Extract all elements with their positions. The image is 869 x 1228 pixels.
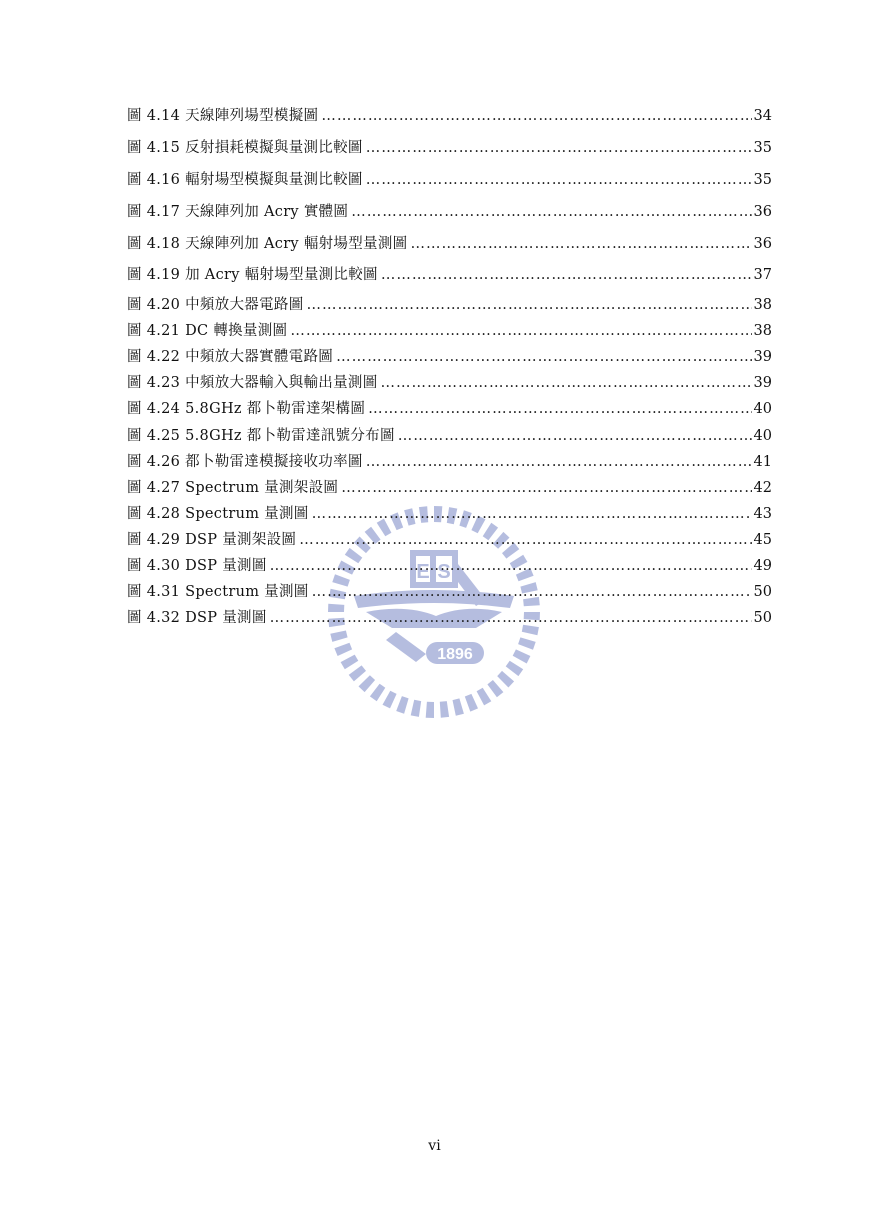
toc-entry-label: 圖 4.29 DSP 量測架設圖: [127, 532, 297, 548]
toc-entry-label: 圖 4.24 5.8GHz 都卜勒雷達架構圖: [127, 401, 366, 417]
toc-entry[interactable]: [127, 170, 772, 190]
toc-entry[interactable]: [127, 608, 772, 628]
dot-leader: [307, 295, 752, 315]
seal-tooth: [383, 691, 397, 709]
seal-tooth: [518, 637, 536, 649]
toc-entry-label: 圖 4.16 輻射場型模擬與量測比較圖: [127, 172, 363, 188]
dot-leader: [312, 504, 752, 524]
dot-leader: [336, 347, 751, 367]
toc-entry-label: 圖 4.30 DSP 量測圖: [127, 558, 267, 574]
seal-tooth: [396, 696, 408, 714]
dot-leader: [366, 452, 752, 472]
toc-entry-label: 圖 4.22 中頻放大器實體電路圖: [127, 349, 334, 365]
seal-tooth: [440, 701, 449, 718]
toc-entry-page: 40: [753, 401, 772, 417]
seal-tooth: [359, 675, 376, 692]
toc-entry-page: 50: [753, 584, 772, 600]
toc-entry-label: 圖 4.15 反射損耗模擬與量測比較圖: [127, 140, 363, 156]
seal-tooth: [497, 671, 514, 688]
dot-leader: [312, 582, 752, 602]
toc-entry-page: 45: [753, 532, 772, 548]
seal-tooth: [411, 700, 422, 717]
toc-entry-page: 35: [753, 140, 772, 156]
toc-entry-page: 36: [753, 236, 772, 252]
toc-entry-page: 35: [753, 172, 772, 188]
toc-entry-page: 41: [753, 454, 772, 470]
dot-leader: [410, 234, 751, 254]
seal-tooth: [487, 680, 503, 697]
toc-entry[interactable]: [127, 234, 772, 254]
toc-entry-page: 50: [753, 610, 772, 626]
toc-entry[interactable]: [127, 321, 772, 341]
toc-entry-label: 圖 4.31 Spectrum 量測圖: [127, 584, 309, 600]
toc-entry-page: 42: [753, 480, 772, 496]
dot-leader: [270, 608, 752, 628]
toc-entry-label: 圖 4.18 天線陣列加 Acry 輻射場型量測圖: [127, 236, 408, 252]
toc-entry[interactable]: [127, 373, 772, 393]
page-number: vi: [428, 1138, 441, 1154]
dot-leader: [398, 426, 752, 446]
toc-entry-page: 39: [753, 349, 772, 365]
seal-tooth: [330, 631, 347, 642]
toc-entry[interactable]: [127, 265, 772, 285]
seal-year: 1896: [437, 646, 473, 663]
seal-tooth: [465, 694, 478, 712]
toc-entry[interactable]: [127, 556, 772, 576]
toc-entry[interactable]: [127, 202, 772, 222]
seal-tooth: [349, 665, 366, 681]
toc-entry-label: 圖 4.14 天線陣列場型模擬圖: [127, 108, 319, 124]
toc-entry-page: 36: [753, 204, 772, 220]
toc-entry[interactable]: [127, 295, 772, 315]
toc-entry[interactable]: [127, 106, 772, 126]
dot-leader: [366, 138, 752, 158]
toc-entry-label: 圖 4.21 DC 轉換量測圖: [127, 323, 288, 339]
toc-entry-label: 圖 4.26 都卜勒雷達模擬接收功率圖: [127, 454, 363, 470]
dot-leader: [299, 530, 751, 550]
svg-text:S: S: [437, 561, 451, 583]
dot-leader: [321, 106, 751, 126]
toc-entry-label: 圖 4.19 加 Acry 輻射場型量測比較圖: [127, 267, 378, 283]
seal-tooth: [477, 688, 492, 706]
toc-entry[interactable]: [127, 478, 772, 498]
toc-entry-page: 43: [753, 506, 772, 522]
toc-entry-page: 38: [753, 297, 772, 313]
seal-tooth: [426, 702, 434, 718]
seal-tooth: [370, 684, 385, 702]
toc-entry[interactable]: [127, 530, 772, 550]
toc-entry-page: 38: [753, 323, 772, 339]
dot-leader: [351, 202, 751, 222]
seal-tooth: [334, 643, 352, 656]
toc-entry[interactable]: [127, 582, 772, 602]
toc-entry-page: 37: [753, 267, 772, 283]
dot-leader: [368, 399, 751, 419]
toc-entry-label: 圖 4.32 DSP 量測圖: [127, 610, 267, 626]
toc-entry[interactable]: [127, 399, 772, 419]
toc-entry-label: 圖 4.27 Spectrum 量測架設圖: [127, 480, 339, 496]
seal-tooth: [513, 649, 531, 663]
seal-tooth: [453, 698, 464, 715]
toc-entry-label: 圖 4.28 Spectrum 量測圖: [127, 506, 309, 522]
toc-entry[interactable]: [127, 426, 772, 446]
dot-leader: [366, 170, 752, 190]
toc-entry-page: 49: [753, 558, 772, 574]
seal-tooth: [341, 655, 359, 670]
dot-leader: [270, 556, 752, 576]
dot-leader: [381, 265, 752, 285]
toc-entry-page: 39: [753, 375, 772, 391]
toc-entry-label: 圖 4.17 天線陣列加 Acry 實體圖: [127, 204, 349, 220]
dot-leader: [290, 321, 751, 341]
seal-tooth: [506, 661, 524, 676]
toc-entry[interactable]: [127, 504, 772, 524]
svg-text:E: E: [416, 561, 430, 583]
toc-entry[interactable]: [127, 347, 772, 367]
toc-entry-page: 40: [753, 428, 772, 444]
dot-leader: [341, 478, 751, 498]
toc-entry-label: 圖 4.25 5.8GHz 都卜勒雷達訊號分布圖: [127, 428, 395, 444]
toc-entry[interactable]: [127, 138, 772, 158]
toc-entry-page: 34: [753, 108, 772, 124]
toc-entry-label: 圖 4.20 中頻放大器電路圖: [127, 297, 304, 313]
toc-entry[interactable]: [127, 452, 772, 472]
dot-leader: [381, 373, 752, 393]
toc-entry-label: 圖 4.23 中頻放大器輸入與輸出量測圖: [127, 375, 378, 391]
